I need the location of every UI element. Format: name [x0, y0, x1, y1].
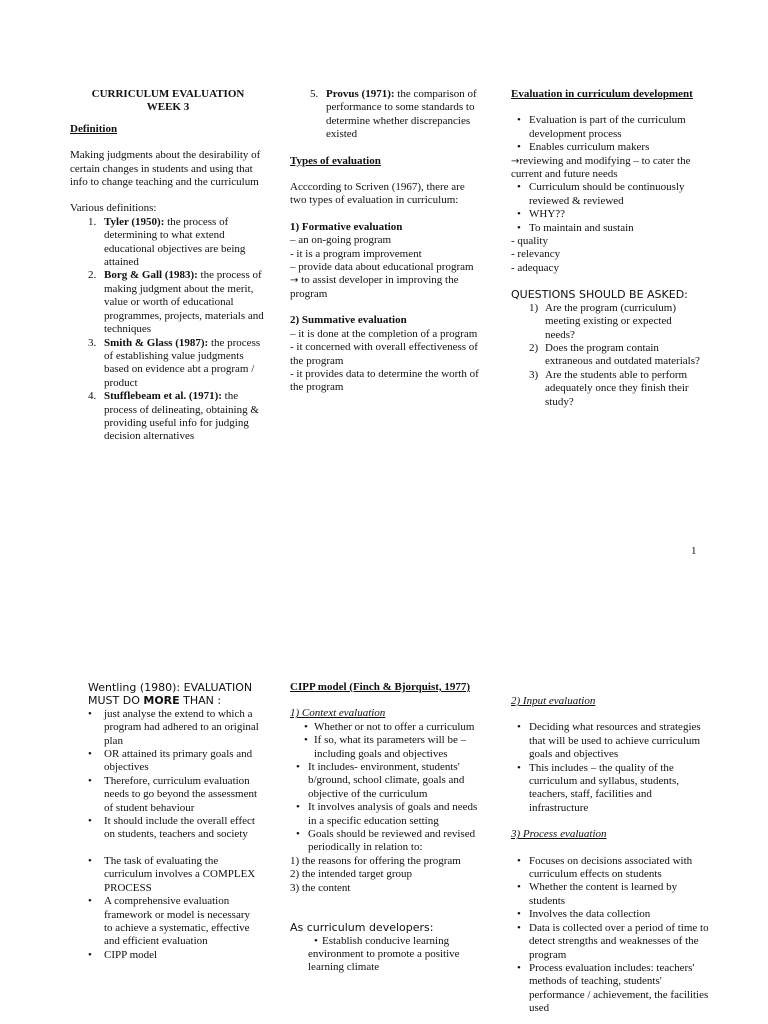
- bullet-icon: •: [88, 854, 92, 867]
- wentling-bullets: [86, 708, 260, 842]
- types-heading: Types of evaluation: [290, 154, 381, 167]
- input-heading: 2) Input evaluation: [511, 695, 596, 707]
- bullet-icon: •: [88, 707, 92, 720]
- context-heading: 1) Context evaluation: [290, 707, 386, 720]
- definition-text: Making judgments about the desirability of certain changes in students and using that info to change teaching and the curriculum: [70, 149, 261, 189]
- formative-line: – provide data about educational program: [290, 261, 474, 274]
- bullet-icon: •: [517, 961, 521, 974]
- bullet-item: • It includes- environment, students' b/ground, school climate, goals and objective of the curriculum: [296, 761, 465, 800]
- various-definitions-label: Various definitions:: [70, 202, 157, 215]
- questions-list: [511, 302, 701, 409]
- definition-item: 4. Stufflebeam et al. (1971): the process of delineating, obtaining & providing useful info for judging decision alternatives: [88, 390, 259, 443]
- right-arrow-icon: →: [511, 155, 520, 167]
- bullet-item: • If so, what its parameters will be – including goals and objectives: [304, 734, 467, 760]
- bullet-icon: •: [88, 895, 92, 908]
- summative-line: - it concerned with overall effectiveness of the program: [290, 341, 478, 367]
- question-item: 3) Are the students able to perform adequately once they finish their study?: [529, 368, 689, 408]
- bullet-item: • To maintain and sustain: [517, 221, 634, 234]
- bullet-item: • OR attained its primary goals and objectives: [88, 748, 253, 774]
- bullet-item: • Whether or not to offer a curriculum: [304, 720, 475, 733]
- bullet-item: • Involves the data collection: [517, 908, 651, 921]
- bullet-icon: •: [517, 881, 521, 894]
- bullet-item: • just analyse the extend to which a program had adhered to an original plan: [88, 707, 259, 747]
- bullet-icon: •: [88, 948, 92, 961]
- cipp-heading: CIPP model (Finch & Bjorquist, 1977): [290, 681, 471, 693]
- page2-column1: [88, 681, 260, 962]
- page1-column3: [511, 88, 701, 409]
- definition-item: 1. Tyler (1950): the process of determining to what extend educational objectives are being attained: [88, 215, 246, 269]
- right-arrow-icon: →: [290, 275, 299, 287]
- bullet-item: • Focuses on decisions associated with curriculum effects on students: [517, 854, 693, 881]
- question-item: 1) Are the program (curriculum) meeting existing or expected needs?: [529, 301, 677, 341]
- bullet-item: • Process evaluation includes: teachers' methods of teaching, students' performance / achievement, the facilities used: [517, 961, 709, 1015]
- arrow-line: →reviewing and modifying – to cater the current and future needs: [511, 154, 691, 181]
- summative-line: – it is done at the completion of a program: [290, 327, 478, 340]
- page1-column1: [70, 88, 266, 444]
- bullet-item: • This includes – the quality of the curriculum and syllabus, students, teachers, staff, facilities and infrastructure: [517, 761, 680, 814]
- page1-column2: [290, 88, 480, 395]
- bullet-item: • It should include the overall effect on students, teachers and society: [88, 815, 255, 841]
- dash-item: - relevancy: [511, 248, 561, 261]
- bullet-icon: •: [296, 801, 300, 814]
- doc-subtitle: WEEK 3: [146, 101, 190, 114]
- bullet-item: • A comprehensive evaluation framework or model is necessary to achieve a systematic, effective and efficient evaluation: [88, 895, 251, 948]
- bullet-icon: •: [517, 721, 521, 734]
- formative-arrow-line: → to assist developer in improving the program: [290, 274, 459, 300]
- bullet-item: • Enables curriculum makers: [517, 141, 650, 154]
- developers-label: As curriculum developers:: [290, 921, 434, 935]
- question-item: 2) Does the program contain extraneous and outdated materials?: [529, 341, 700, 368]
- summative-heading: 2) Summative evaluation: [290, 314, 407, 327]
- bullet-icon: •: [304, 734, 308, 747]
- bullet-icon: •: [517, 181, 521, 194]
- definition-item: 5. Provus (1971): the comparison of performance to some standards to determine whether discrepancies existed: [310, 88, 477, 141]
- summative-line: - it provides data to determine the worth of the program: [290, 367, 479, 394]
- bullet-icon: •: [517, 921, 521, 934]
- bullet-icon: •: [304, 720, 308, 733]
- bullet-item: • Goals should be reviewed and revised periodically in relation to:: [296, 828, 476, 854]
- formative-heading: 1) Formative evaluation: [290, 220, 403, 233]
- context-list-item: 3) the content: [290, 881, 351, 894]
- page-number: 1: [691, 545, 697, 557]
- bullet-icon: •: [517, 141, 521, 154]
- context-list-item: 2) the intended target group: [290, 868, 412, 881]
- dash-item: - quality: [511, 235, 548, 248]
- evaluation-heading: Evaluation in curriculum development: [511, 88, 693, 100]
- bullet-item: • Whether the content is learned by students: [517, 881, 678, 907]
- page2-column2: [290, 681, 480, 975]
- wentling-intro: Wentling (1980): EVALUATION MUST DO MORE THAN :: [88, 681, 253, 708]
- bullet-item: • It involves analysis of goals and needs in a specific education setting: [296, 801, 478, 827]
- bullet-item: • The task of evaluating the curriculum involves a COMPLEX PROCESS: [88, 854, 256, 894]
- bullet-item: • Data is collected over a period of time to detect strengths and weaknesses of the program: [517, 921, 709, 961]
- definition-heading: Definition: [70, 122, 118, 135]
- process-heading: 3) Process evaluation: [511, 828, 607, 841]
- doc-title: CURRICULUM EVALUATION: [91, 88, 245, 100]
- task-bullets: [86, 855, 260, 962]
- bullet-icon: •: [296, 761, 300, 774]
- questions-heading: QUESTIONS SHOULD BE ASKED:: [511, 288, 688, 302]
- context-list-item: 1) the reasons for offering the program: [290, 854, 461, 867]
- bullet-item: • Curriculum should be continuously reviewed & reviewed: [517, 181, 685, 207]
- bullet-icon: •: [88, 815, 92, 828]
- bullet-icon: •: [314, 934, 318, 947]
- bullet-item: • CIPP model: [88, 948, 158, 961]
- bullet-icon: •: [517, 221, 521, 234]
- bullet-icon: •: [517, 761, 521, 774]
- bullet-icon: •: [296, 828, 300, 841]
- types-intro: Acccording to Scriven (1967), there are two types of evaluation in curriculum:: [290, 181, 465, 207]
- bullet-icon: •: [517, 854, 521, 867]
- formative-line: – an on-going program: [290, 234, 392, 247]
- bullet-icon: •: [88, 748, 92, 761]
- bullet-icon: •: [88, 774, 92, 787]
- bullet-item: • Establish conducive learning environment to promote a positive learning climate: [308, 934, 460, 974]
- definition-item: 3. Smith & Glass (1987): the process of establishing value judgments based on evidence abt a program / product: [88, 336, 261, 389]
- bullet-icon: •: [517, 908, 521, 921]
- dash-item: - adequacy: [511, 261, 559, 274]
- page2-column3: [511, 695, 711, 1016]
- definition-item: 2. Borg & Gall (1983): the process of making judgment about the merit, value or worth of educational programmes, projects, materials and techniques: [88, 269, 264, 336]
- bullet-icon: •: [517, 114, 521, 127]
- formative-line: - it is a program improvement: [290, 247, 422, 260]
- bullet-icon: •: [517, 208, 521, 221]
- definitions-list: [70, 216, 266, 444]
- bullet-item: • Therefore, curriculum evaluation needs to go beyond the assessment of student behaviour: [88, 774, 258, 814]
- bullet-item: • Evaluation is part of the curriculum development process: [517, 114, 686, 140]
- bullet-item: • Deciding what resources and strategies that will be used to achieve curriculum goals and objectives: [517, 721, 701, 761]
- bullet-item: • WHY??: [517, 208, 566, 221]
